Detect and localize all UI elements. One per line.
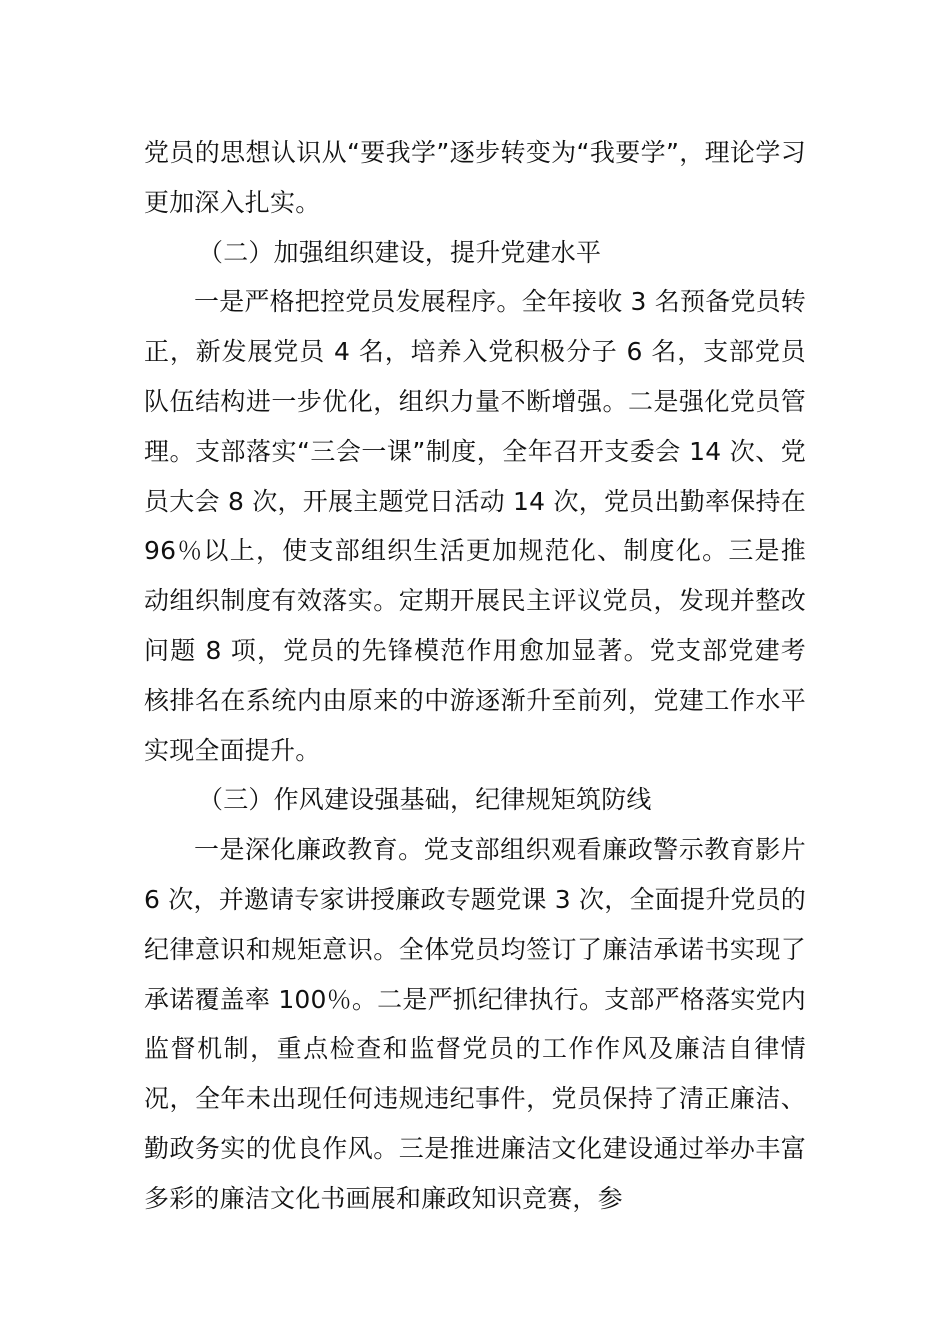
paragraph-discipline: 一是深化廉政教育。党支部组织观看廉政警示教育影片 6 次，并邀请专家讲授廉政专题党课 3 次，全面提升党员的纪律意识和规矩意识。全体党员均签订了廉洁承诺书实现了承诺覆盖率 100％。二是严抓纪律执行。支部严格落实党内监督机制，重点检查和监督党员的工作作风及廉洁自律情况，全年未出现任何违规违纪事件，党员保持了清正廉洁、勤政务实的优良作风。三是推进廉洁文化建设通过举办丰富多彩的廉洁文化书画展和廉政知识竞赛，参 xyxy=(144,835,806,1213)
paragraph-organization: 一是严格把控党员发展程序。全年接收 3 名预备党员转正，新发展党员 4 名，培养入党积极分子 6 名，支部党员队伍结构进一步优化，组织力量不断增强。二是强化党员管理。支部落实“三会一课”制度，全年召开支委会 14 次、党员大会 8 次，开展主题党日活动 14 次，党员出勤率保持在 96％以上，使支部组织生活更加规范化、制度化。三是推动组织制度有效落实。定期开展民主评议党员，发现并整改问题 8 项，党员的先锋模范作用愈加显著。党支部党建考核排名在系统内由原来的中游逐渐升至前列，党建工作水平实现全面提升。 xyxy=(144,287,807,765)
section-heading-3: （三）作风建设强基础，纪律规矩筑防线 xyxy=(198,785,652,815)
document-body xyxy=(144,128,806,1224)
section-heading-2: （二）加强组织建设，提升党建水平 xyxy=(198,237,602,267)
paragraph-continuation: 党员的思想认识从“要我学”逐步转变为“我要学”，理论学习更加深入扎实。 xyxy=(144,138,806,217)
